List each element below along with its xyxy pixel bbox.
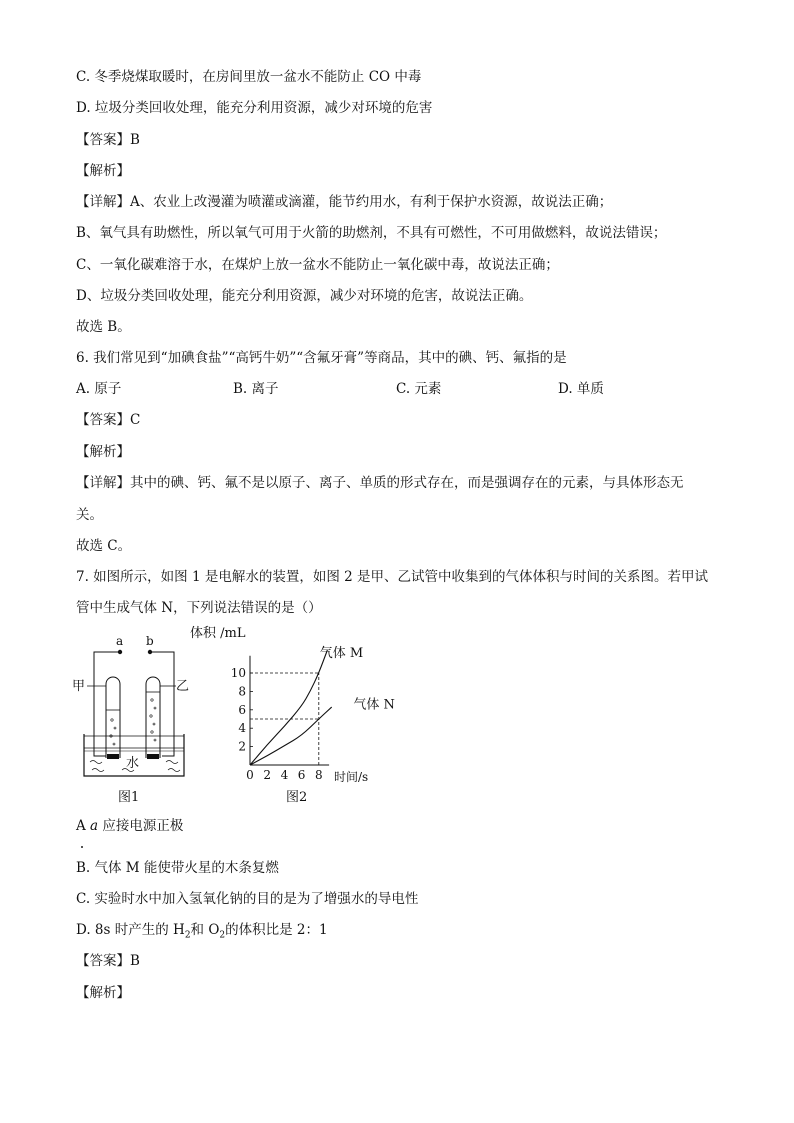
y-tick-label: 6	[238, 702, 246, 717]
q7-option-d-part-1: D. 8s 时产生的 H	[76, 922, 185, 938]
series-line-gas-m	[250, 650, 327, 765]
x-tick-label: 6	[297, 768, 306, 782]
q7-option-a-prefix: A	[76, 818, 91, 834]
q5-detail-2: B、氧气具有助燃性，所以氧气可用于火箭的助燃剂，不具有可燃性，不可用做燃料，故说法错误；	[76, 225, 667, 241]
electrode-yi	[147, 754, 159, 759]
q5-detail-3: C、一氧化碳难溶于水，在煤炉上放一盆水不能防止一氧化碳中毒，故说法正确；	[76, 257, 559, 273]
q7-option-d-part-3: 的体积比是 2：1	[225, 922, 328, 938]
q5-analysis-label: 【解析】	[76, 163, 130, 179]
q6-stem: 6. 我们常见到“加碘食盐”“高钙牛奶”“含氟牙膏”等商品，其中的碘、钙、氟指的是	[76, 350, 567, 366]
q6-detail-1: 【详解】其中的碘、钙、氟不是以原子、离子、单质的形式存在，而是强调存在的元素，与具体形态无	[76, 475, 684, 491]
q7-option-d-part-2: 和 O	[190, 922, 220, 938]
q7-option-a-italic: a	[90, 818, 99, 834]
label-water: 水	[126, 756, 140, 771]
series-line-gas-n	[250, 707, 332, 765]
x-tick-label: 8	[314, 768, 323, 782]
chart-ylabel: 体积 /mL	[190, 626, 246, 641]
q6-conclusion: 故选 C。	[76, 538, 132, 554]
y-tick-label: 2	[238, 739, 246, 754]
q6-option-c: C. 元素	[396, 381, 442, 397]
q7-stem-line-2: 管中生成气体 N，下列说法错误的是（）	[76, 600, 322, 616]
q7-option-b: B. 气体 M 能使带火星的木条复燃	[76, 860, 279, 876]
q7-option-a-text: 应接电源正极	[98, 818, 184, 834]
q5-answer: 【答案】B	[76, 132, 140, 148]
q6-detail-2: 关。	[76, 507, 103, 523]
chart-xlabel: 时间/s	[334, 770, 369, 784]
o2-subscript: 2	[219, 930, 226, 941]
q5-option-c: C. 冬季烧煤取暖时，在房间里放一盆水不能防止 CO 中毒	[76, 69, 422, 85]
electrode-jia	[107, 754, 119, 759]
figure-2-caption: 图2	[286, 790, 308, 805]
q7-analysis-label: 【解析】	[76, 985, 130, 1001]
q7-stem-line-1: 7. 如图所示，如图 1 是电解水的装置，如图 2 是甲、乙试管中收集到的气体体积与时间的关系图。若甲试	[76, 569, 709, 585]
tube-jia	[106, 677, 120, 758]
tube-yi	[146, 677, 160, 758]
q5-detail-4: D、垃圾分类回收处理，能充分利用资源，减少对环境的危害，故说法正确。	[76, 288, 533, 304]
h2-subscript: 2	[184, 930, 191, 941]
figure-2-volume-time-chart	[188, 620, 395, 810]
q6-answer: 【答案】C	[76, 412, 141, 428]
stray-dot	[81, 846, 83, 848]
q7-option-a	[76, 817, 183, 835]
label-yi: 乙	[176, 679, 190, 694]
y-tick-label: 4	[238, 721, 246, 736]
q7-option-d	[76, 921, 328, 945]
label-a: a	[116, 634, 124, 648]
q5-option-d: D. 垃圾分类回收处理，能充分利用资源，减少对环境的危害	[76, 100, 433, 116]
q6-analysis-label: 【解析】	[76, 444, 130, 460]
x-tick-label: 2	[263, 768, 272, 782]
q6-option-a: A. 原子	[76, 381, 122, 397]
q7-answer: 【答案】B	[76, 953, 140, 969]
x-tick-label: 0	[246, 768, 254, 782]
label-jia: 甲	[72, 679, 86, 694]
y-tick-label: 8	[238, 684, 246, 699]
q6-option-b: B. 离子	[233, 381, 279, 397]
label-b: b	[146, 634, 154, 648]
series-label-gas-n: 气体 N	[353, 697, 395, 713]
figure-1-caption: 图1	[118, 790, 140, 805]
q7-option-c: C. 实验时水中加入氢氧化钠的目的是为了增强水的导电性	[76, 891, 419, 907]
q5-detail-1: 【详解】A、农业上改漫灌为喷灌或滴灌，能节约用水，有利于保护水资源，故说法正确；	[76, 194, 613, 210]
figure-1-electrolysis-apparatus	[66, 628, 196, 808]
x-tick-label: 4	[280, 768, 289, 782]
series-label-gas-m: 气体 M	[319, 645, 364, 661]
q5-conclusion: 故选 B。	[76, 319, 131, 335]
q6-option-d: D. 单质	[558, 381, 604, 397]
y-tick-label: 10	[230, 666, 246, 680]
